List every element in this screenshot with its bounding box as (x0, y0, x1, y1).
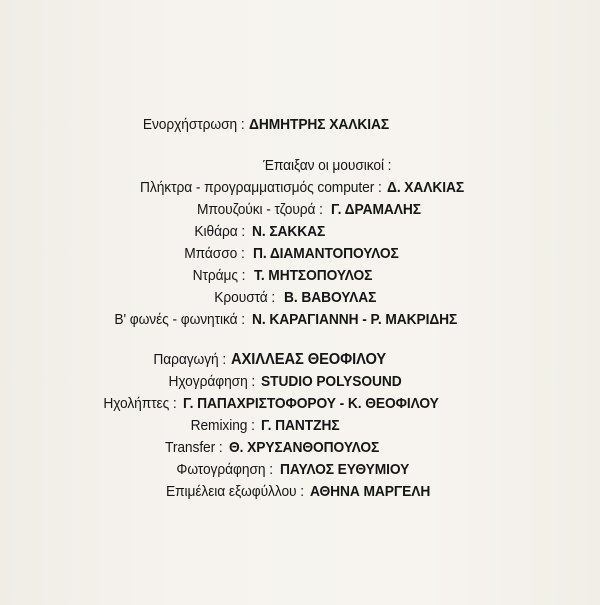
credit-label: Παραγωγή : (153, 351, 226, 368)
credit-label: Μπουζούκι - τζουρά : (197, 201, 323, 218)
credit-label: Transfer : (165, 439, 223, 456)
credit-label: Μπάσσο : (184, 245, 245, 262)
credit-name: ΔΗΜΗΤΡΗΣ ΧΑΛΚΙΑΣ (249, 116, 390, 133)
liner-notes-page: Ενορχήστρωση : ΔΗΜΗΤΡΗΣ ΧΑΛΚΙΑΣ Έπαιξαν οι μουσικοί : Πλήκτρα - προγραμματισμός computer : Δ. ΧΑΛΚΙΑΣ Μπουζούκι - τζουρά : Γ. ΔΡΑΜΑΛΗΣ Κιθάρα : Ν. ΣΑΚΚΑΣ Μπάσσο : Π. ΔΙΑΜΑΝΤΟΠΟΥΛΟΣ Ντράμς : Τ. ΜΗΤΣΟΠΟΥΛΟΣ Κρουστά : Β. ΒΑΒΟΥΛΑΣ Β' φωνές - φωνητικά : Ν. ΚΑΡΑΓΙΑΝΝΗ - Ρ. ΜΑΚΡΙΔΗΣ Παραγωγή : ΑΧΙΛΛΕΑΣ ΘΕΟΦΙΛΟΥ Ηχογράφηση : STUDIO POLYSOUND Ηχολήπτες : Γ. ΠΑΠΑΧΡΙΣΤΟΦΟΡΟΥ - Κ. ΘΕΟΦΙΛΟΥ Remixing : Γ. ΠΑΝΤΖΗΣ Transfer : Θ. ΧΡΥΣΑΝΘΟΠΟΥΛΟΣ Φωτογράφηση : ΠΑΥΛΟΣ ΕΥΘΥΜΙΟΥ Επιμέλεια εξωφύλλου : ΑΘΗΝΑ ΜΑΡΓΕΛΗ (0, 0, 600, 605)
credit-label: Ηχογράφηση : (168, 373, 255, 390)
credit-name: Τ. ΜΗΤΣΟΠΟΥΛΟΣ (254, 267, 373, 284)
credit-label: Πλήκτρα - προγραμματισμός computer : (140, 179, 382, 196)
credit-label: Επιμέλεια εξωφύλλου : (166, 483, 304, 500)
credit-name: Γ. ΔΡΑΜΑΛΗΣ (331, 201, 421, 218)
credit-name: Π. ΔΙΑΜΑΝΤΟΠΟΥΛΟΣ (253, 245, 399, 262)
credit-name: Γ. ΠΑΠΑΧΡΙΣΤΟΦΟΡΟΥ - Κ. ΘΕΟΦΙΛΟΥ (183, 395, 439, 412)
credit-name: ΠΑΥΛΟΣ ΕΥΘΥΜΙΟΥ (280, 461, 410, 478)
credit-name: Θ. ΧΡΥΣΑΝΘΟΠΟΥΛΟΣ (229, 439, 380, 456)
credit-name: Γ. ΠΑΝΤΖΗΣ (261, 417, 340, 434)
credit-name: Ν. ΚΑΡΑΓΙΑΝΝΗ - Ρ. ΜΑΚΡΙΔΗΣ (252, 311, 458, 328)
credit-label: Remixing : (190, 417, 255, 434)
credit-label: Κιθάρα : (194, 223, 245, 240)
credit-label: Ηχολήπτες : (103, 395, 177, 412)
credit-label: Φωτογράφηση : (176, 461, 273, 478)
credit-name: STUDIO POLYSOUND (261, 373, 402, 390)
credit-name: Ν. ΣΑΚΚΑΣ (252, 223, 326, 240)
credit-name: Δ. ΧΑΛΚΙΑΣ (387, 179, 465, 196)
credit-label: Κρουστά : (214, 289, 275, 306)
credit-name: ΑΧΙΛΛΕΑΣ ΘΕΟΦΙΛΟΥ (231, 351, 387, 368)
credit-name: Β. ΒΑΒΟΥΛΑΣ (284, 289, 377, 306)
credit-label: Β' φωνές - φωνητικά : (114, 311, 245, 328)
credit-name: ΑΘΗΝΑ ΜΑΡΓΕΛΗ (310, 483, 431, 500)
credit-label: Ντράμς : (192, 267, 245, 284)
credit-label: Ενορχήστρωση : (143, 116, 245, 133)
